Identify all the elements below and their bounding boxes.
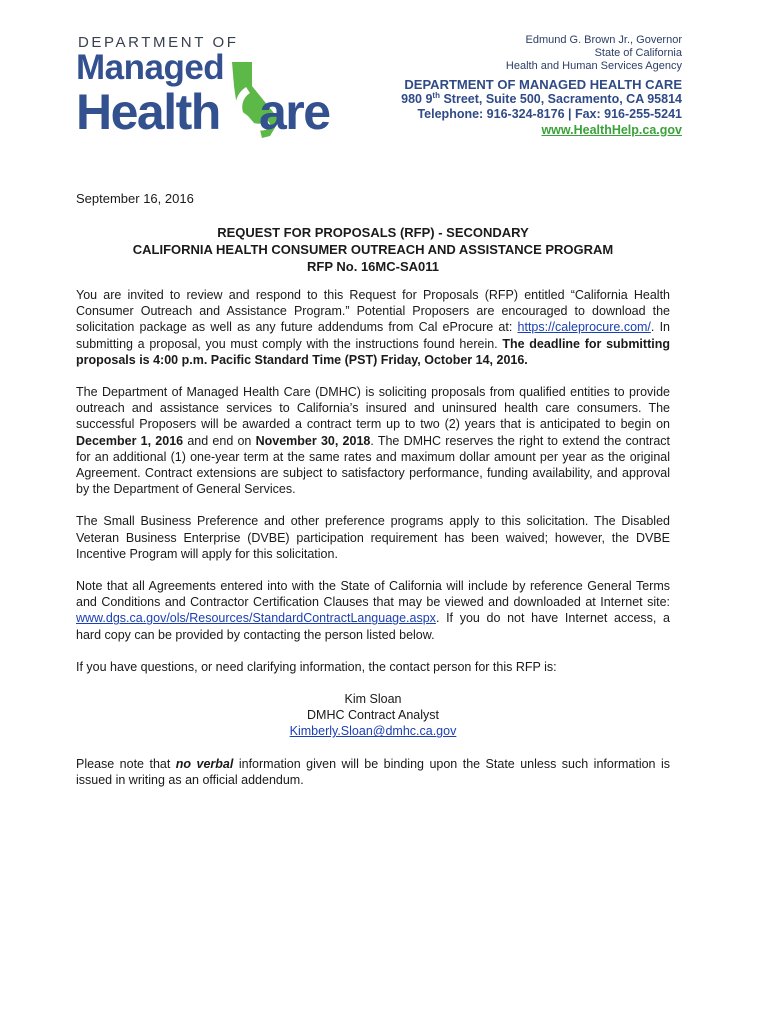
letter-body [76,287,670,804]
website-link[interactable]: www.HealthHelp.ca.gov [541,123,682,137]
caleprocure-link[interactable]: https://caleprocure.com/ [517,320,651,335]
no-verbal-text: no verbal [175,756,234,771]
logo-department-of: DEPARTMENT OF [78,34,239,51]
telephone-line: Telephone: 916-324-8176 | Fax: 916-255-5241 [417,107,682,121]
dmhc-logo [76,34,342,138]
paragraph-verbal-notice: Please note that no verbal information given will be binding upon the State unless such information is issued in writing as an official addendum. [76,756,670,787]
logo-health: Health [76,84,220,140]
paragraph-preference: The Small Business Preference and other preference programs apply to this solicitation. The Disabled Veteran Business Enterprise (DVBE) participation requirement has been waived; however, the DVBE Incentive Program will apply for this solicitation. [76,514,670,561]
contact-name: Kim Sloan [344,692,402,707]
rfp-title [76,224,670,275]
paragraph-questions: If you have questions, or need clarifying information, the contact person for this RFP is: [76,659,557,674]
governor-line: Edmund G. Brown Jr., Governor [525,34,682,46]
rfp-title-line-1: REQUEST FOR PROPOSALS (RFP) - SECONDARY [217,225,529,240]
contact-email-link[interactable]: Kimberly.Sloan@dmhc.ca.gov [289,724,457,739]
letter-date: September 16, 2016 [76,191,194,206]
letterhead-block [401,34,682,138]
deadline-text: The deadline for submitting proposals is 4:00 p.m. Pacific Standard Time (PST) Friday, October 14, 2016. [76,336,670,367]
end-date: November 30, 2018 [255,433,371,448]
start-date: December 1, 2016 [76,433,184,448]
agency-line: Health and Human Services Agency [505,60,682,72]
paragraph-solicitation: The Department of Managed Health Care (DMHC) is soliciting proposals from qualified entities to provide outreach and assistance services to California’s insured and uninsured health care consumers. The successful Proposers will be awarded a contract term up to two (2) years that is anticipated to begin on December 1, 2016 and end on November 30, 2018. The DMHC reserves the right to extend the contract for an additional (1) one-year term at the same rates and maximum dollar amount per year as the original Agreement. Contract extensions are subject to satisfactory performance, funding availability, and approval by the Department of General Services. [76,385,670,497]
paragraph-terms: Note that all Agreements entered into with the State of California will include by reference General Terms and Conditions and Contractor Certification Clauses that may be viewed and downloaded at Internet site: www.dgs.ca.gov/ols/Resources/StandardContractLanguage.aspx. If you do not have Internet access, a hard copy can be provided by contacting the person listed below. [76,579,670,642]
paragraph-invitation: You are invited to review and respond to this Request for Proposals (RFP) entitled “California Health Consumer Outreach and Assistance Program.” Potential Proposers are encouraged to download the solicitation package as well as any future addendums from Cal eProcure at: https://caleprocure.com/. In submitting a proposal, you must comply with the instructions found herein. The deadline for submitting proposals is 4:00 p.m. Pacific Standard Time (PST) Friday, October 14, 2016. [76,288,670,367]
contact-block [76,691,670,740]
dgs-contract-link[interactable]: www.dgs.ca.gov/ols/Resources/StandardContractLanguage.aspx [76,611,436,626]
logo-care: are [259,84,330,140]
department-name: DEPARTMENT OF MANAGED HEALTH CARE [404,77,682,92]
state-line: State of California [594,47,682,59]
logo-managed: Managed [76,48,225,87]
address-line: 980 9th Street, Suite 500, Sacramento, CA 95814 [401,90,682,106]
rfp-title-line-2: CALIFORNIA HEALTH CONSUMER OUTREACH AND ASSISTANCE PROGRAM [132,242,614,257]
contact-title: DMHC Contract Analyst [307,708,439,723]
rfp-title-line-3: RFP No. 16MC-SA011 [307,259,439,274]
